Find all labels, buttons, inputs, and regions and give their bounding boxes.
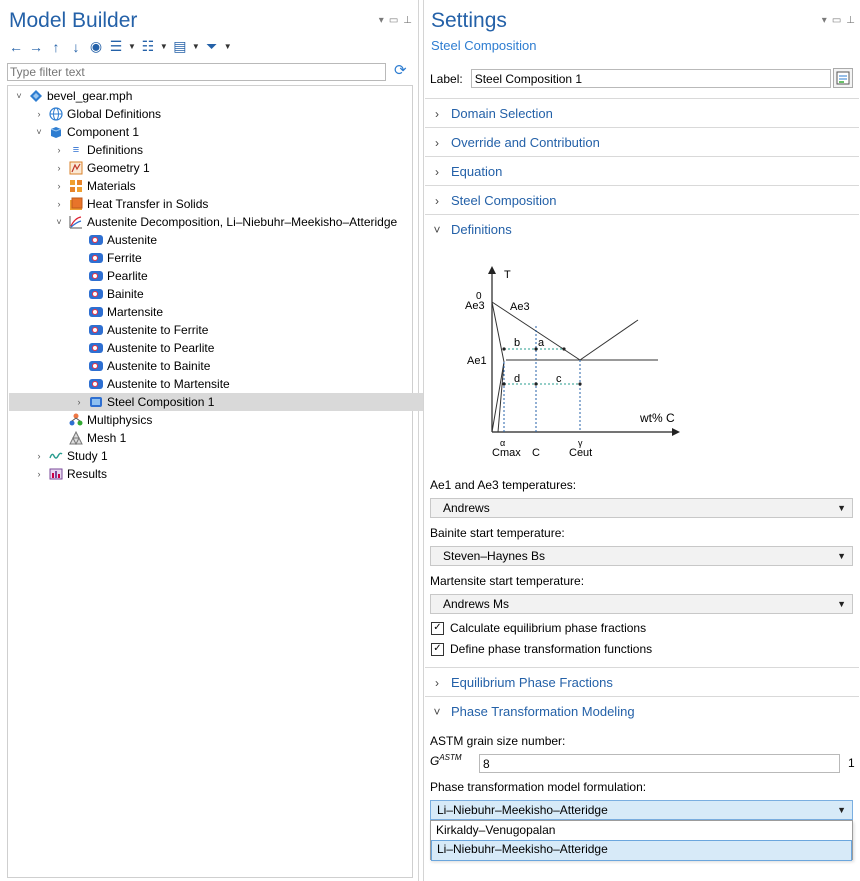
collapsed-chevron-icon[interactable]: › xyxy=(57,199,61,209)
tree-item-label: Pearlite xyxy=(107,269,148,283)
ae3-axis-label: Ae3 xyxy=(465,300,485,312)
multiphysics-icon xyxy=(69,413,83,427)
model-builder-pane xyxy=(0,0,419,881)
section-title: Equilibrium Phase Fractions xyxy=(451,675,613,690)
tree-item-austenite-to-pearlite[interactable] xyxy=(9,339,487,357)
definitions-icon: ≡ xyxy=(72,144,80,156)
tree-item-study-1[interactable] xyxy=(9,447,435,465)
move-down-icon[interactable]: ↓ xyxy=(72,38,80,55)
tree-item-geometry-1[interactable] xyxy=(9,159,455,177)
tree-item-root[interactable] xyxy=(9,87,415,105)
astm-input[interactable]: 8 xyxy=(479,754,840,773)
cmax-line xyxy=(498,362,504,432)
section-title: Override and Contribution xyxy=(451,135,600,150)
tree-item-austenite-to-martensite[interactable] xyxy=(9,375,487,393)
chevron-down-icon[interactable]: ▼ xyxy=(128,42,136,51)
tree-item-austenite[interactable] xyxy=(9,231,487,249)
expanded-chevron-icon[interactable]: ˅ xyxy=(56,217,62,227)
ae3-line-label: Ae3 xyxy=(510,301,530,313)
chevron-down-icon[interactable]: ▼ xyxy=(191,42,200,51)
phase-icon xyxy=(89,323,103,337)
point-c-label: c xyxy=(556,373,562,385)
section-title: Definitions xyxy=(451,222,512,237)
phase-icon xyxy=(89,269,103,283)
martensite-value: Andrews Ms xyxy=(443,597,510,611)
composition-axis-arrow xyxy=(672,428,680,436)
collapsed-chevron-icon[interactable]: › xyxy=(57,163,61,173)
chevron-down-icon: ▼ xyxy=(837,599,846,609)
ceut-label: Ceut xyxy=(569,447,593,459)
label-row xyxy=(430,69,831,88)
section-override[interactable] xyxy=(425,127,859,157)
tree-item-materials[interactable] xyxy=(9,177,455,195)
chevron-right-icon: › xyxy=(435,135,439,150)
martensite-label: Martensite start temperature: xyxy=(430,574,585,588)
settings-subtitle: Steel Composition xyxy=(431,38,537,53)
collapsed-chevron-icon[interactable]: › xyxy=(57,145,61,155)
filter-tool-icon[interactable]: ⏷ xyxy=(206,38,218,54)
ae-temps-value: Andrews xyxy=(443,501,490,515)
expand-icon[interactable]: ☷ xyxy=(141,38,155,54)
section-phase-modeling[interactable] xyxy=(425,696,859,726)
tree-item-pearlite[interactable] xyxy=(9,267,487,285)
c-label: C xyxy=(532,447,540,459)
ae-temps-combo[interactable] xyxy=(430,498,853,518)
chevron-down-icon: ▼ xyxy=(837,503,846,513)
astm-unit: 1 xyxy=(848,756,855,770)
formulation-combo[interactable] xyxy=(430,800,853,820)
point-b-label: b xyxy=(514,337,521,349)
back-arrow-icon[interactable]: ← xyxy=(9,38,23,55)
tree-item-label: Austenite to Pearlite xyxy=(107,341,215,355)
bainite-value: Steven–Haynes Bs xyxy=(443,549,546,563)
checkmark-icon[interactable]: ✓ xyxy=(431,643,444,656)
collapsed-chevron-icon[interactable]: › xyxy=(37,109,41,119)
view-menu-icon[interactable]: ▾ xyxy=(821,15,827,26)
settings-title: Settings xyxy=(431,9,507,32)
cmax-label: Cmax xyxy=(492,447,521,459)
phase-icon xyxy=(89,305,103,319)
tree-item-label: Heat Transfer in Solids xyxy=(87,197,209,211)
tree-item-label: Materials xyxy=(87,179,136,193)
option-kirkaldy[interactable]: Kirkaldy–Venugopalan xyxy=(436,823,556,837)
option-li-niebuhr[interactable]: Li–Niebuhr–Meekisho–Atteridge xyxy=(431,840,852,861)
chevron-right-icon: › xyxy=(435,675,439,690)
chevron-down-icon: ˅ xyxy=(433,704,441,719)
tree-item-label: Mesh 1 xyxy=(87,431,127,445)
wt-c-label: wt% C xyxy=(640,411,675,425)
list-icon[interactable]: ▤ xyxy=(173,38,187,54)
collapsed-chevron-icon[interactable]: › xyxy=(57,181,61,191)
formulation-label: Phase transformation model formulation: xyxy=(430,780,647,794)
tree-item-label: Geometry 1 xyxy=(87,161,150,175)
checkmark-icon[interactable]: ✓ xyxy=(431,622,444,635)
view-menu-icon[interactable]: ▾ xyxy=(378,15,384,26)
forward-arrow-icon[interactable]: → xyxy=(29,38,43,55)
results-icon xyxy=(49,467,63,481)
tree-item-label: Study 1 xyxy=(67,449,108,463)
label-edit-button[interactable] xyxy=(833,68,853,88)
ferrite-boundary xyxy=(492,302,504,432)
model-tree xyxy=(7,85,413,878)
astm-symbol-base: G xyxy=(430,754,440,768)
tree-item-label: Austenite to Ferrite xyxy=(107,323,209,337)
chevron-down-icon: ˅ xyxy=(433,222,441,237)
tree-item-component-1[interactable] xyxy=(9,123,435,141)
chevron-right-icon: › xyxy=(435,193,439,208)
equilibrium-checkbox[interactable] xyxy=(431,621,646,635)
tree-item-definitions[interactable] xyxy=(9,141,455,159)
steel-composition-icon xyxy=(89,395,103,409)
phase-icon xyxy=(89,359,103,373)
tree-item-label: Austenite Decomposition, Li–Niebuhr–Meekisho–Atteridge xyxy=(87,215,398,229)
zero-label: 0 xyxy=(476,291,482,302)
section-title: Equation xyxy=(451,164,503,179)
tree-item-label: Definitions xyxy=(87,143,144,157)
chevron-down-icon: ▼ xyxy=(837,805,846,815)
tree-filter-input[interactable] xyxy=(7,63,386,81)
phase-diagram xyxy=(454,258,694,464)
tree-item-austenite-to-ferrite[interactable] xyxy=(9,321,487,339)
tree-item-steel-composition-1[interactable] xyxy=(9,393,475,411)
minimize-icon[interactable]: ▭ xyxy=(831,15,842,26)
tree-item-label: Steel Composition 1 xyxy=(107,395,215,409)
tree-item-global-definitions[interactable] xyxy=(9,105,435,123)
alpha-label: α xyxy=(500,438,506,448)
section-equation[interactable] xyxy=(425,156,859,186)
globe-icon xyxy=(49,107,63,121)
heat-transfer-icon xyxy=(69,197,83,211)
study-icon xyxy=(49,449,63,463)
tree-item-label: Austenite to Martensite xyxy=(107,377,230,391)
mesh-icon xyxy=(69,431,83,445)
tree-item-label: Austenite to Bainite xyxy=(107,359,211,373)
equilibrium-checkbox-label: Calculate equilibrium phase fractions xyxy=(450,621,647,635)
section-definitions[interactable] xyxy=(425,214,859,244)
functions-checkbox-label: Define phase transformation functions xyxy=(450,642,653,656)
chevron-right-icon: › xyxy=(435,164,439,179)
ae-temps-label: Ae1 and Ae3 temperatures: xyxy=(430,478,577,492)
tree-item-label: Ferrite xyxy=(107,251,142,265)
phase-icon xyxy=(89,233,103,247)
tree-item-label: bevel_gear.mph xyxy=(47,89,133,103)
tree-item-label: Multiphysics xyxy=(87,413,153,427)
point-d-label: d xyxy=(514,373,521,385)
bainite-combo[interactable] xyxy=(430,546,853,566)
formulation-dropdown-list xyxy=(430,820,853,860)
window-controls xyxy=(822,15,855,26)
phase-icon xyxy=(89,251,103,265)
astm-label: ASTM grain size number: xyxy=(430,734,566,748)
chevron-right-icon: › xyxy=(435,106,439,121)
section-title: Phase Transformation Modeling xyxy=(451,704,635,719)
point-a-label: a xyxy=(538,337,545,349)
ae1-label: Ae1 xyxy=(467,355,487,367)
tree-item-austenite-decomposition[interactable] xyxy=(9,213,455,231)
section-equilibrium[interactable] xyxy=(425,667,859,697)
astm-symbol-sup: ASTM xyxy=(439,753,462,762)
functions-checkbox[interactable] xyxy=(431,642,652,656)
geometry-icon xyxy=(69,161,83,175)
phase-icon xyxy=(89,341,103,355)
tree-item-heat-transfer[interactable] xyxy=(9,195,455,213)
expanded-chevron-icon[interactable]: ˅ xyxy=(36,127,42,137)
tree-item-label: Martensite xyxy=(107,305,164,319)
label-input[interactable]: Steel Composition 1 xyxy=(471,69,831,88)
section-steel-composition[interactable] xyxy=(425,185,859,215)
tree-item-results[interactable] xyxy=(9,465,435,483)
tree-item-label: Bainite xyxy=(107,287,144,301)
section-domain-selection[interactable] xyxy=(425,98,859,128)
expanded-chevron-icon[interactable]: ˅ xyxy=(16,91,22,101)
section-title: Domain Selection xyxy=(451,106,553,121)
phase-icon xyxy=(89,287,103,301)
t-axis-arrow xyxy=(488,266,496,274)
show-icon[interactable]: ◉ xyxy=(89,38,103,54)
collapsed-chevron-icon[interactable]: › xyxy=(37,469,41,479)
model-builder-title: Model Builder xyxy=(9,9,138,32)
collapse-icon[interactable]: ☰ xyxy=(109,38,123,54)
refresh-icon[interactable]: ⟳ xyxy=(394,62,407,79)
model-file-icon xyxy=(29,89,43,103)
pin-icon[interactable]: ⊥ xyxy=(403,15,412,26)
window-controls xyxy=(379,15,412,26)
phase-icon xyxy=(89,377,103,391)
tree-item-multiphysics[interactable] xyxy=(9,411,467,429)
model-builder-toolbar xyxy=(8,38,232,55)
acm-line xyxy=(580,320,638,360)
section-title: Steel Composition xyxy=(451,193,557,208)
minimize-icon[interactable]: ▭ xyxy=(388,15,399,26)
move-up-icon[interactable]: ↑ xyxy=(52,38,60,55)
tree-item-label: Component 1 xyxy=(67,125,140,139)
bainite-label: Bainite start temperature: xyxy=(430,526,565,540)
tree-item-ferrite[interactable] xyxy=(9,249,487,267)
tree-item-label: Austenite xyxy=(107,233,158,247)
tree-item-bainite[interactable] xyxy=(9,285,487,303)
astm-symbol xyxy=(430,753,462,768)
pin-icon[interactable]: ⊥ xyxy=(846,15,855,26)
tree-item-label: Results xyxy=(67,467,108,481)
tree-item-label: Global Definitions xyxy=(67,107,162,121)
t-axis-label: T xyxy=(504,269,511,281)
chevron-down-icon[interactable]: ▼ xyxy=(159,42,168,51)
formulation-value: Li–Niebuhr–Meekisho–Atteridge xyxy=(437,803,608,817)
tree-item-mesh-1[interactable] xyxy=(9,429,467,447)
settings-pane xyxy=(423,0,860,881)
tree-item-martensite[interactable] xyxy=(9,303,487,321)
materials-icon xyxy=(69,179,83,193)
tree-item-austenite-to-bainite[interactable] xyxy=(9,357,487,375)
austenite-decomposition-icon xyxy=(69,215,83,229)
component-icon xyxy=(49,125,63,139)
label-edit-icon xyxy=(834,69,852,87)
gamma-label: γ xyxy=(578,438,583,448)
chevron-down-icon[interactable]: ▼ xyxy=(223,42,232,51)
label-caption: Label: xyxy=(430,71,463,86)
collapsed-chevron-icon[interactable]: › xyxy=(77,397,81,407)
collapsed-chevron-icon[interactable]: › xyxy=(37,451,41,461)
martensite-combo[interactable] xyxy=(430,594,853,614)
chevron-down-icon: ▼ xyxy=(837,551,846,561)
